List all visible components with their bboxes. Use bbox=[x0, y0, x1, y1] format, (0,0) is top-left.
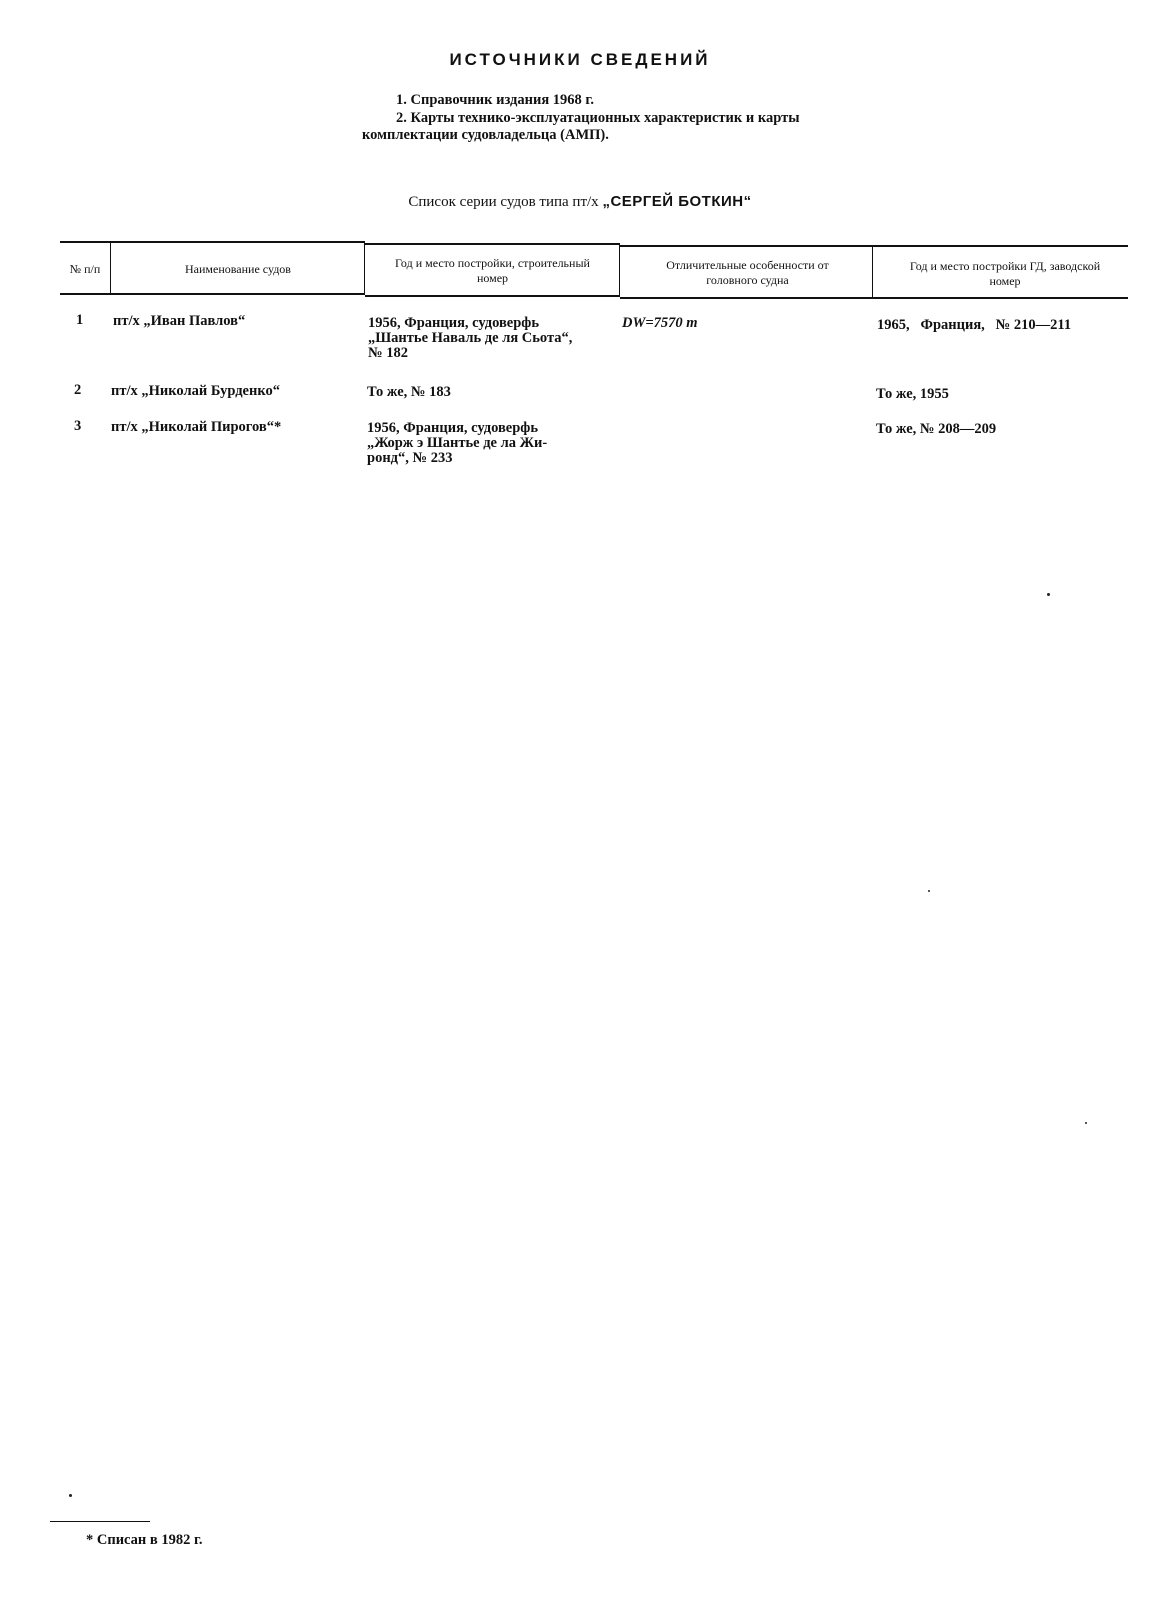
scan-speck bbox=[69, 1494, 72, 1497]
list-title-ship-type: „СЕРГЕЙ БОТКИН“ bbox=[602, 193, 752, 210]
header-divider-1 bbox=[110, 242, 111, 294]
row-built-line-2: „Шантье Наваль де ля Сьота“, bbox=[368, 330, 573, 346]
scan-speck bbox=[1085, 1122, 1087, 1124]
row-num: 1 bbox=[76, 312, 84, 328]
header-built: Год и место постройки, строительный номер bbox=[395, 256, 590, 285]
header-divider-2 bbox=[364, 243, 365, 295]
row-ship-name: пт/х „Николай Пирогов“* bbox=[111, 419, 282, 435]
header-top-rule-right bbox=[620, 245, 1128, 247]
header-name: Наименование судов bbox=[185, 261, 291, 276]
scan-speck bbox=[1047, 593, 1050, 596]
row-features: DW=7570 т bbox=[622, 315, 698, 331]
row-num: 2 bbox=[74, 382, 82, 398]
header-features: Отличительные особенности от головного судна bbox=[666, 258, 829, 287]
page-heading: ИСТОЧНИКИ СВЕДЕНИЙ bbox=[449, 50, 711, 69]
header-engine: Год и место постройки ГД, заводской номер bbox=[909, 259, 1101, 288]
row-built-line-3: ронд“, № 233 bbox=[367, 450, 453, 466]
list-title-prefix: Список серии судов типа пт/х bbox=[408, 194, 603, 210]
row-engine: 1965, Франция, № 210—211 bbox=[877, 317, 1072, 333]
row-num: 3 bbox=[74, 418, 82, 434]
row-ship-name: пт/х „Николай Бурденко“ bbox=[111, 383, 280, 399]
row-engine: То же, № 208—209 bbox=[876, 421, 997, 437]
footnote-rule bbox=[50, 1521, 150, 1522]
list-title bbox=[0, 193, 1160, 211]
header-num: № п/п bbox=[69, 261, 101, 276]
row-ship-name: пт/х „Иван Павлов“ bbox=[113, 313, 246, 329]
row-built-line-1: То же, № 183 bbox=[367, 384, 451, 400]
row-built-line-1: 1956, Франция, судоверфь bbox=[368, 315, 540, 331]
row-built-line-2: „Жорж э Шантье де ла Жи- bbox=[367, 435, 548, 451]
row-built-line-3: № 182 bbox=[368, 345, 408, 361]
scan-speck bbox=[928, 890, 930, 892]
row-engine: То же, 1955 bbox=[876, 386, 949, 402]
header-top-rule-left bbox=[60, 241, 365, 243]
footnote: * Списан в 1982 г. bbox=[86, 1532, 203, 1548]
header-top-rule-mid bbox=[365, 243, 620, 245]
row-built-line-1: 1956, Франция, судоверфь bbox=[367, 420, 539, 436]
source-item-2-line-1: 2. Карты технико-эксплуатационных характеристик и карты bbox=[396, 110, 800, 126]
header-divider-3 bbox=[619, 244, 620, 297]
header-divider-4 bbox=[872, 245, 873, 298]
source-item-2-line-2: комплектации судовладельца (АМП). bbox=[362, 127, 609, 143]
source-item-1: 1. Справочник издания 1968 г. bbox=[396, 92, 594, 108]
